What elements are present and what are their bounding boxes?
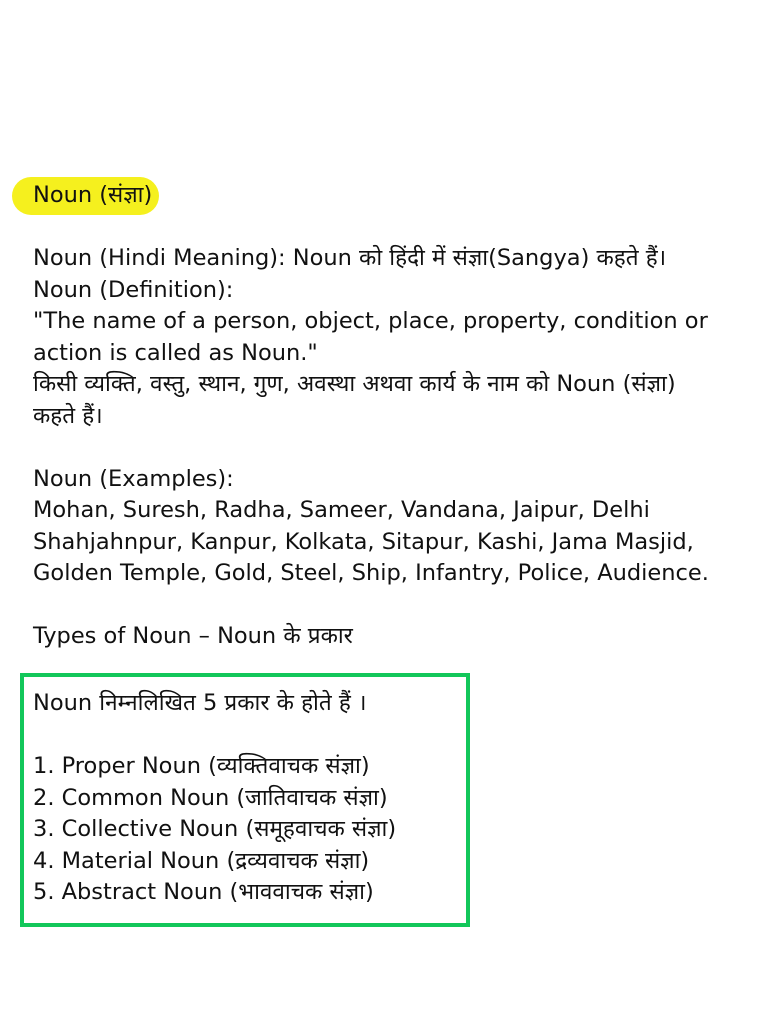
meaning-line: Noun (Hindi Meaning): Noun को हिंदी में संज्ञा(Sangya) कहते हैं। (33, 245, 667, 271)
spacer (33, 720, 463, 752)
spacer (33, 212, 733, 244)
definition-en-line-1: "The name of a person, object, place, property, condition or (33, 308, 708, 334)
types-box-content (33, 688, 463, 909)
examples-line-1: Mohan, Suresh, Radha, Sameer, Vandana, Jaipur, Delhi (33, 497, 650, 523)
type-item-proper: 1. Proper Noun (व्यक्तिवाचक संज्ञा) (33, 753, 370, 779)
type-item-common: 2. Common Noun (जातिवाचक संज्ञा) (33, 784, 388, 811)
type-item-abstract: 5. Abstract Noun (भाववाचक संज्ञा) (33, 879, 374, 905)
type-item-material: 4. Material Noun (द्रव्यवाचक संज्ञा) (33, 847, 370, 874)
spacer (33, 590, 733, 622)
definition-heading: Noun (Definition): (33, 276, 234, 303)
spacer (33, 432, 733, 464)
document-body (33, 180, 733, 653)
page-title: Noun (संज्ञा) (33, 182, 153, 208)
title-line (33, 180, 733, 212)
types-intro: Noun निम्नलिखित 5 प्रकार के होते हैं । (33, 690, 367, 716)
examples-line-3: Golden Temple, Gold, Steel, Ship, Infantry, Police, Audience. (33, 560, 709, 586)
types-heading: Types of Noun – Noun के प्रकार (33, 623, 353, 649)
examples-heading: Noun (Examples): (33, 465, 234, 492)
definition-hi-line-2: कहते हैं। (33, 402, 103, 429)
type-item-collective: 3. Collective Noun (समूहवाचक संज्ञा) (33, 816, 397, 842)
definition-en-line-2: action is called as Noun." (33, 339, 318, 366)
definition-hi-line-1: किसी व्यक्ति, वस्तु, स्थान, गुण, अवस्था अथवा कार्य के नाम को Noun (संज्ञा) (33, 371, 676, 397)
examples-line-2: Shahjahnpur, Kanpur, Kolkata, Sitapur, Kashi, Jama Masjid, (33, 528, 694, 555)
highlighted-title (33, 180, 152, 212)
